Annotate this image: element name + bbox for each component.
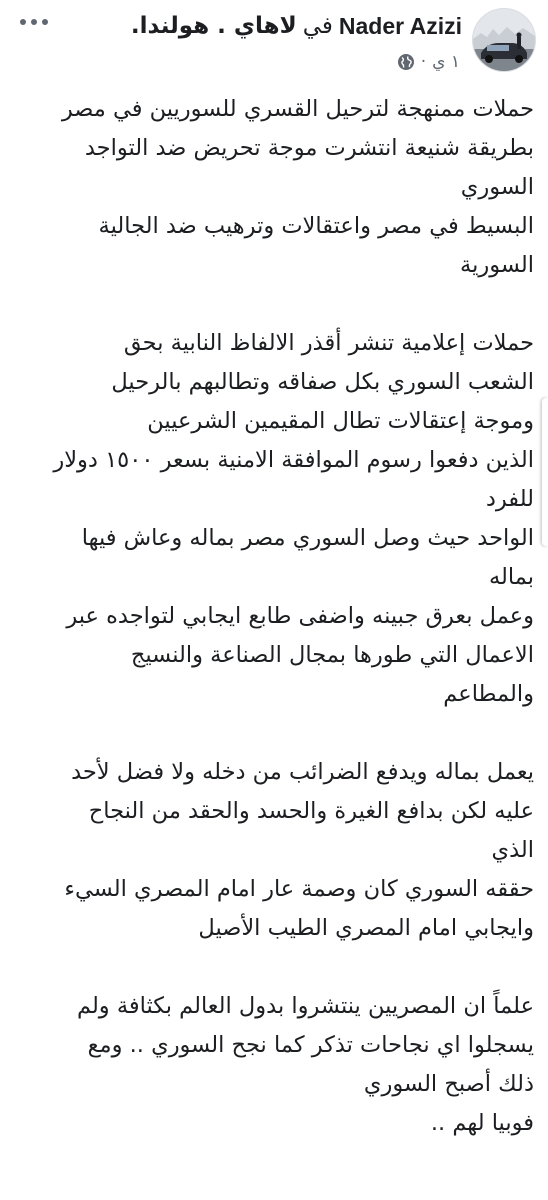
scroll-handle[interactable] (542, 398, 548, 546)
post-text-line: عليه لكن بدافع الغيرة والحسد والحقد من النجاح (88, 798, 534, 824)
post-text-line: وايجابي امام المصري الطيب الأصيل (198, 915, 534, 941)
post-text-line: يسجلوا اي نجاحات تذكر كما نجح السوري .. ومع (87, 1032, 534, 1058)
post-text-line: يعمل بماله ويدفع الضرائب من دخله ولا فضل لأحد (71, 759, 534, 785)
post-text-line: حملات إعلامية تنشر أقذر الالفاظ النابية بحق (123, 330, 534, 356)
more-options-dot (42, 19, 48, 25)
post-text-line: الواحد حيث وصل السوري مصر بماله وعاش فيها (81, 525, 534, 551)
post-text-line: الاعمال التي طورها بمجال الصناعة والنسيج (130, 642, 534, 668)
post-text-line: الشعب السوري بكل صفاقه وتطالبهم بالرحيل (111, 369, 534, 395)
paragraph-gap (14, 714, 534, 753)
post-text-line: حققه السوري كان وصمة عار امام المصري السيء (64, 876, 534, 902)
post-text-line: للفرد (485, 486, 534, 512)
post-text-line: الذين دفعوا رسوم الموافقة الامنية بسعر ١٥٠٠ دولار (53, 447, 534, 473)
post-meta (397, 50, 460, 74)
post-text-line: الذي (491, 837, 534, 863)
more-options-button[interactable] (14, 10, 54, 34)
post-text-line: بماله (488, 564, 534, 590)
more-options-dot (31, 19, 37, 25)
more-options-icon (20, 19, 26, 25)
paragraph-gap (14, 948, 534, 987)
meta-separator: · (420, 52, 427, 72)
location-prefix: في (302, 13, 333, 39)
globe-icon[interactable] (397, 53, 415, 71)
post-text-line: حملات ممنهجة لترحيل القسري للسوريين في مصر (61, 96, 534, 122)
post-text-line: السورية (460, 252, 534, 278)
post-text-line: فوبيا لهم .. (430, 1110, 534, 1136)
profile-photo-icon (473, 9, 535, 71)
post-text-line: والمطاعم (443, 681, 534, 707)
post-text-line: بطريقة شنيعة انتشرت موجة تحريض ضد التواجد (84, 135, 534, 161)
post-text-line: البسيط في مصر واعتقالات وترهيب ضد الجالية (98, 213, 534, 239)
post-header (0, 0, 548, 82)
post-timestamp[interactable]: ١ ي (432, 52, 460, 72)
post-text-line: علماً ان المصريين ينتشروا بدول العالم بكثافة ولم (76, 993, 534, 1019)
post-text-line: ذلك أصبح السوري (363, 1071, 534, 1097)
post-text-line: السوري (460, 174, 534, 200)
post-text-line: وعمل بعرق جبينه واضفى طابع ايجابي لتواجده عبر (66, 603, 534, 629)
post-text (14, 90, 534, 1143)
post-title (131, 8, 462, 44)
avatar[interactable] (472, 8, 536, 72)
author-name[interactable]: Nader Azizi (338, 12, 462, 39)
post-text-line: وموجة إعتقالات تطال المقيمين الشرعيين (147, 408, 534, 434)
paragraph-gap (14, 285, 534, 324)
location-link[interactable]: لاهاي . هولندا. (130, 13, 297, 39)
